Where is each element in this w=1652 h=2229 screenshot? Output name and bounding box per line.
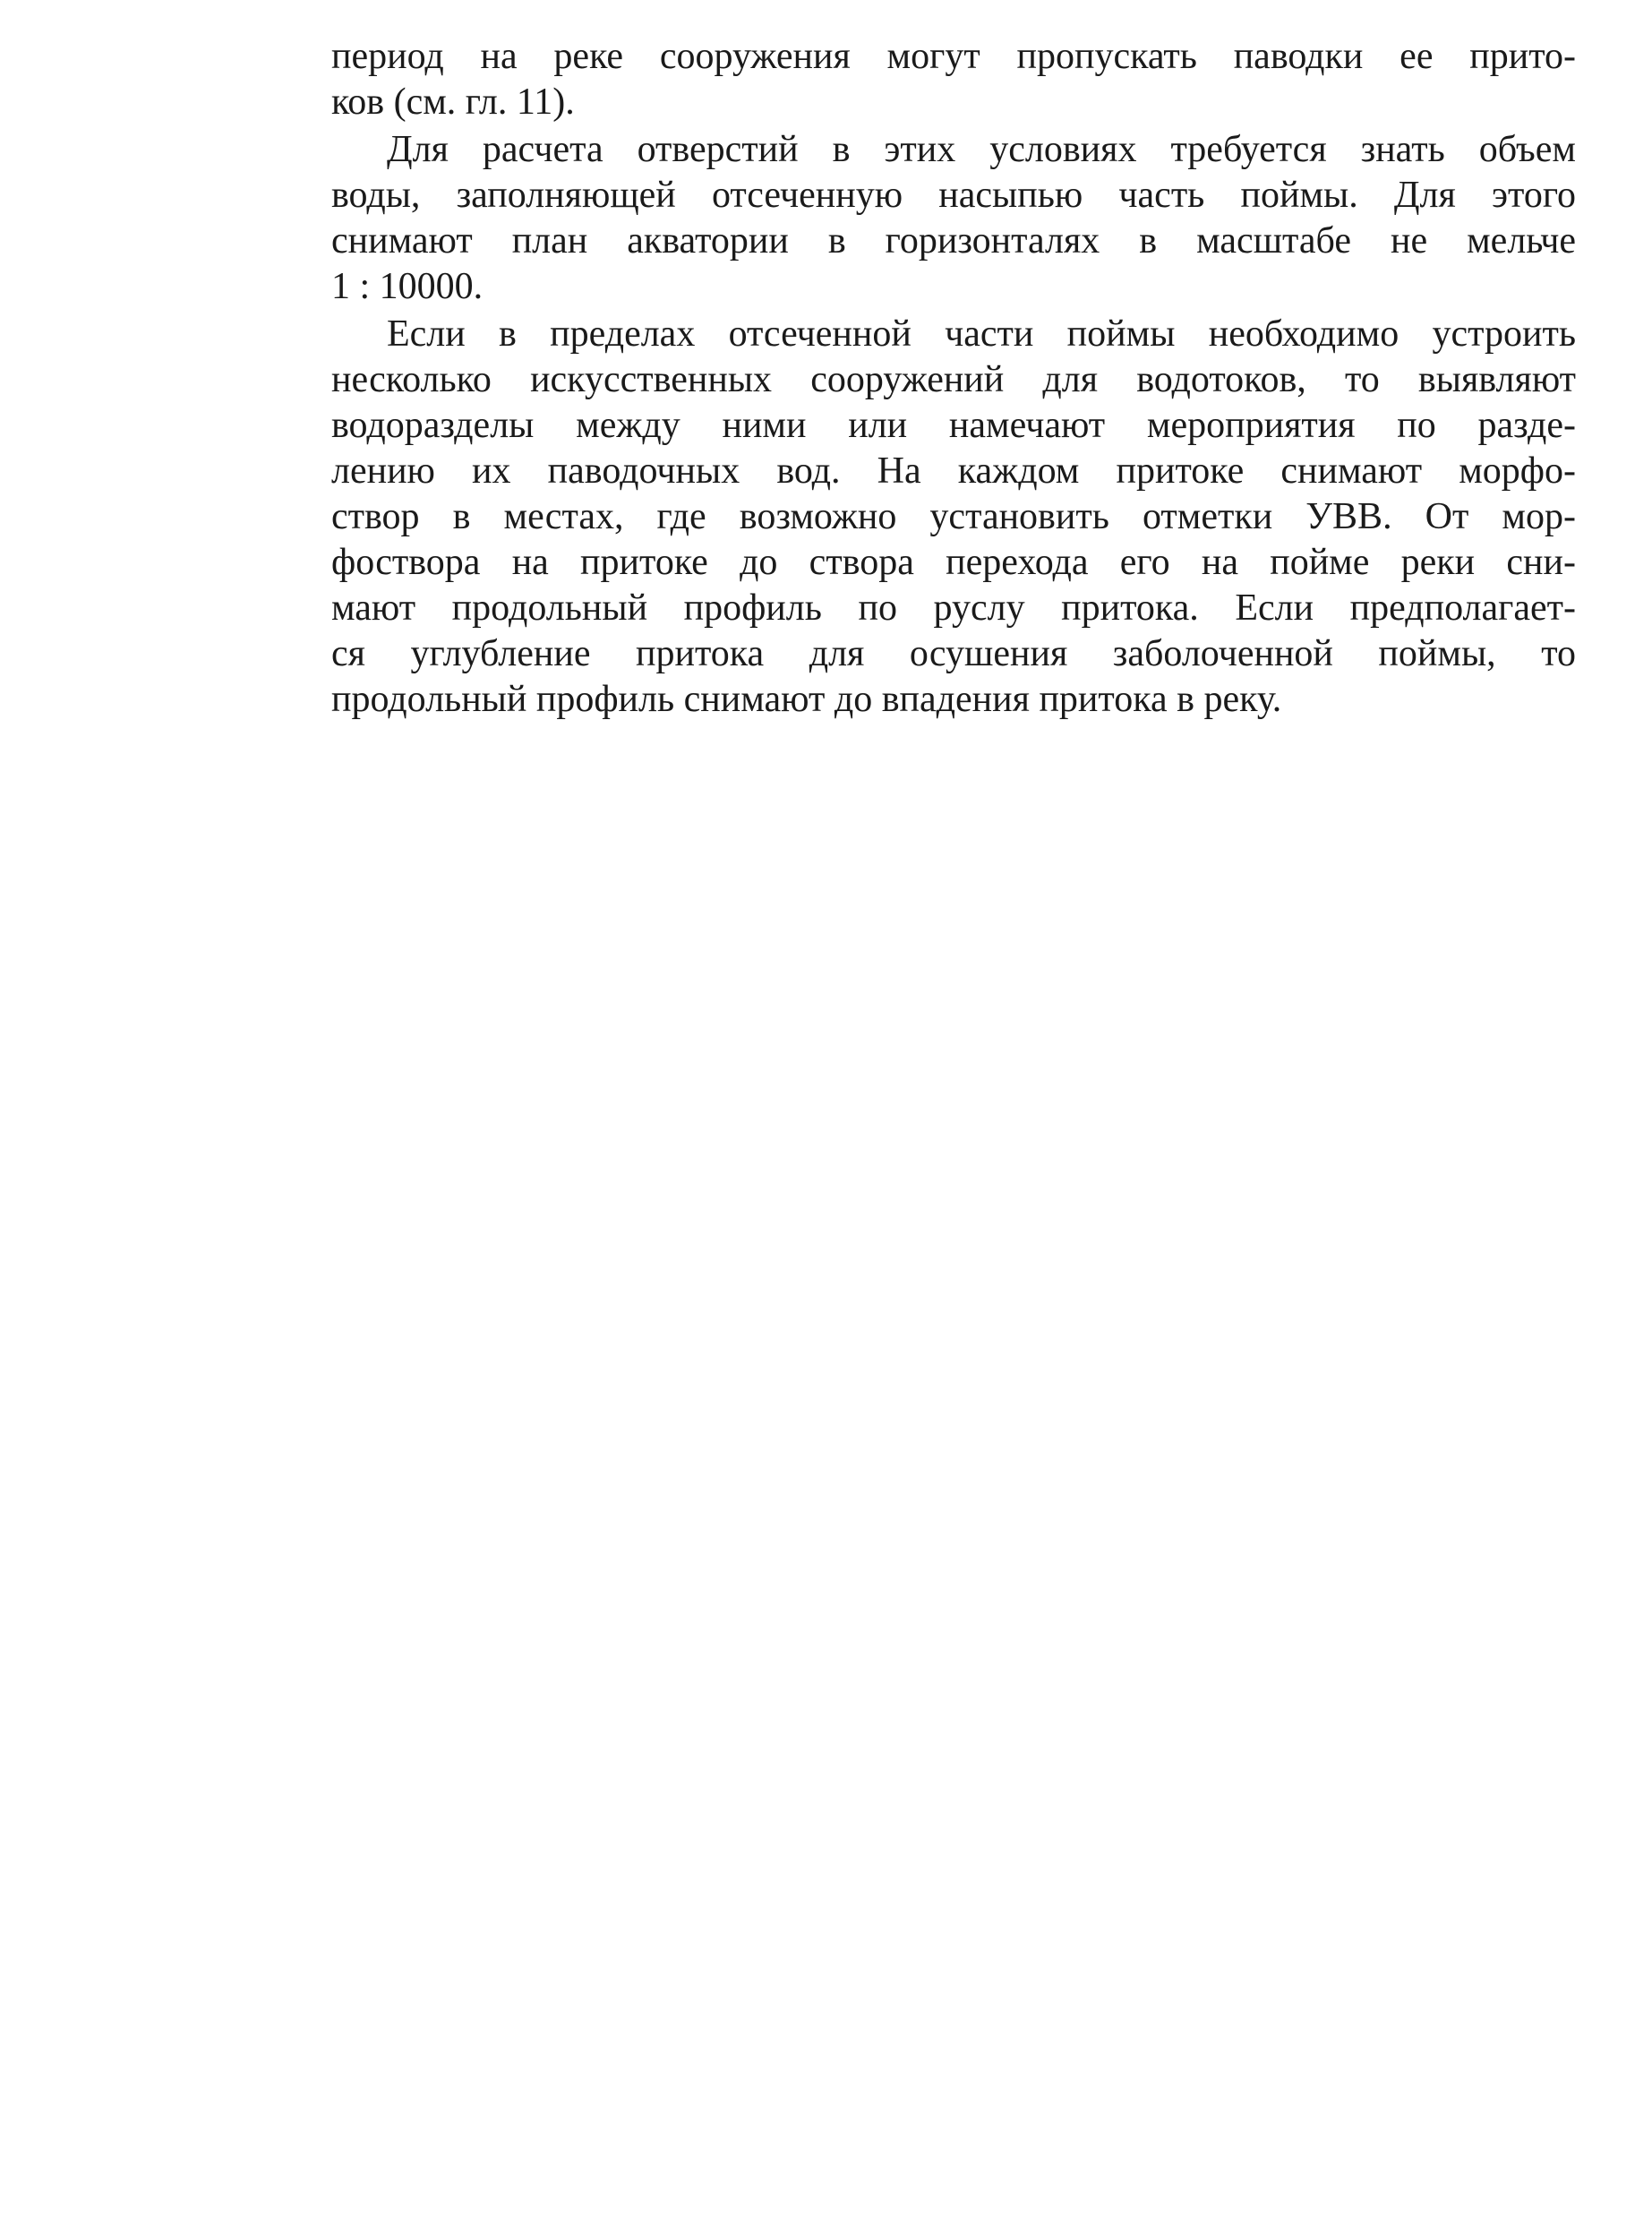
paragraph-2 bbox=[331, 127, 1576, 310]
text-line: водоразделы между ними или намечают мероприятия по разде- bbox=[331, 405, 1576, 446]
paragraph-3 bbox=[331, 312, 1576, 723]
text-line: створ в местах, где возможно установить отметки УВВ. От мор- bbox=[331, 496, 1576, 537]
text-line: 1 : 10000. bbox=[331, 266, 484, 307]
text-line: период на реке сооружения могут пропускать паводки ее прито- bbox=[331, 36, 1576, 77]
text-line: ков (см. гл. 11). bbox=[331, 81, 575, 123]
text-line: мают продольный профиль по руслу притока. Если предполагает- bbox=[331, 587, 1576, 629]
text-line: продольный профиль снимают до впадения притока в реку. bbox=[331, 679, 1282, 720]
body-text bbox=[331, 34, 1576, 723]
text-line: Для расчета отверстий в этих условиях требуется знать объем bbox=[387, 129, 1576, 170]
text-line: Если в пределах отсеченной части поймы необходимо устроить bbox=[387, 313, 1576, 355]
text-line: лению их паводочных вод. На каждом притоке снимают морфо- bbox=[331, 450, 1576, 492]
text-line: воды, заполняющей отсеченную насыпью часть поймы. Для этого bbox=[331, 175, 1576, 216]
text-line: снимают план акватории в горизонталях в масштабе не мельче bbox=[331, 220, 1576, 261]
text-line: фоствора на притоке до створа перехода его на пойме реки сни- bbox=[331, 542, 1576, 583]
text-line: несколько искусственных сооружений для водотоков, то выявляют bbox=[331, 359, 1576, 400]
paragraph-1 bbox=[331, 34, 1576, 125]
text-line: ся углубление притока для осушения заболоченной поймы, то bbox=[331, 633, 1576, 674]
